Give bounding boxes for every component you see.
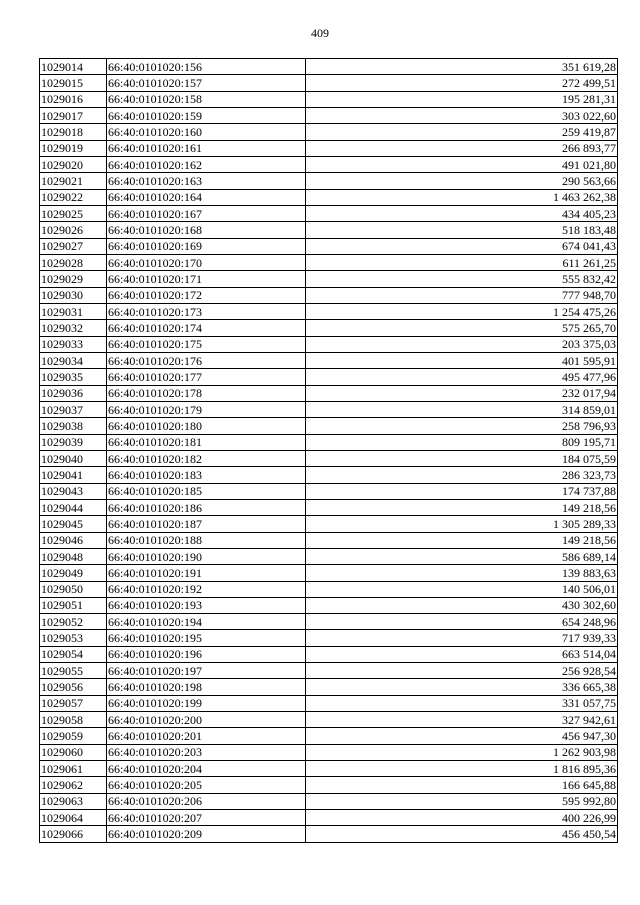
cadastral-number-cell: 66:40:0101020:203	[107, 744, 306, 760]
row-id-cell: 1029019	[40, 140, 107, 156]
cadastral-number-cell: 66:40:0101020:168	[107, 222, 306, 238]
row-id-cell: 1029025	[40, 205, 107, 221]
cadastral-number-cell: 66:40:0101020:193	[107, 597, 306, 613]
table-row	[40, 107, 618, 123]
table-row	[40, 597, 618, 613]
cadastral-value-cell: 518 183,48	[306, 222, 618, 238]
row-id-cell: 1029034	[40, 352, 107, 368]
table-row	[40, 287, 618, 303]
row-id-cell: 1029063	[40, 793, 107, 809]
row-id-cell: 1029026	[40, 222, 107, 238]
table-row	[40, 646, 618, 662]
row-id-cell: 1029021	[40, 173, 107, 189]
row-id-cell: 1029033	[40, 336, 107, 352]
cadastral-number-cell: 66:40:0101020:195	[107, 630, 306, 646]
row-id-cell: 1029032	[40, 320, 107, 336]
row-id-cell: 1029052	[40, 614, 107, 630]
table-row	[40, 91, 618, 107]
table-row	[40, 793, 618, 809]
table-row	[40, 695, 618, 711]
cadastral-number-cell: 66:40:0101020:186	[107, 499, 306, 515]
table-row	[40, 336, 618, 352]
cadastral-value-cell: 400 226,99	[306, 810, 618, 826]
cadastral-value-cell: 777 948,70	[306, 287, 618, 303]
cadastral-value-cell: 654 248,96	[306, 614, 618, 630]
row-id-cell: 1029056	[40, 679, 107, 695]
row-id-cell: 1029027	[40, 238, 107, 254]
cadastral-number-cell: 66:40:0101020:187	[107, 516, 306, 532]
row-id-cell: 1029059	[40, 728, 107, 744]
cadastral-value-cell: 717 939,33	[306, 630, 618, 646]
cadastral-value-cell: 174 737,88	[306, 483, 618, 499]
table-row	[40, 663, 618, 679]
cadastral-value-cell: 555 832,42	[306, 271, 618, 287]
table-row	[40, 450, 618, 466]
cadastral-value-cell: 140 506,01	[306, 581, 618, 597]
table-row	[40, 271, 618, 287]
cadastral-value-cell: 674 041,43	[306, 238, 618, 254]
cadastral-number-cell: 66:40:0101020:158	[107, 91, 306, 107]
row-id-cell: 1029064	[40, 810, 107, 826]
table-row	[40, 222, 618, 238]
table-row	[40, 565, 618, 581]
row-id-cell: 1029035	[40, 369, 107, 385]
row-id-cell: 1029039	[40, 434, 107, 450]
row-id-cell: 1029028	[40, 254, 107, 270]
row-id-cell: 1029061	[40, 761, 107, 777]
cadastral-number-cell: 66:40:0101020:172	[107, 287, 306, 303]
row-id-cell: 1029040	[40, 450, 107, 466]
cadastral-value-cell: 1 254 475,26	[306, 303, 618, 319]
cadastral-number-cell: 66:40:0101020:163	[107, 173, 306, 189]
cadastral-value-cell: 256 928,54	[306, 663, 618, 679]
row-id-cell: 1029038	[40, 418, 107, 434]
cadastral-number-cell: 66:40:0101020:178	[107, 385, 306, 401]
cadastral-number-cell: 66:40:0101020:200	[107, 712, 306, 728]
row-id-cell: 1029058	[40, 712, 107, 728]
cadastral-number-cell: 66:40:0101020:198	[107, 679, 306, 695]
cadastral-value-cell: 456 947,30	[306, 728, 618, 744]
row-id-cell: 1029057	[40, 695, 107, 711]
cadastral-value-cell: 456 450,54	[306, 826, 618, 842]
cadastral-value-cell: 575 265,70	[306, 320, 618, 336]
cadastral-value-cell: 434 405,23	[306, 205, 618, 221]
table-row	[40, 59, 618, 75]
table-row	[40, 352, 618, 368]
cadastral-value-cell: 166 645,88	[306, 777, 618, 793]
table-row	[40, 581, 618, 597]
cadastral-value-cell: 149 218,56	[306, 532, 618, 548]
cadastral-number-cell: 66:40:0101020:180	[107, 418, 306, 434]
cadastral-value-cell: 430 302,60	[306, 597, 618, 613]
cadastral-number-cell: 66:40:0101020:209	[107, 826, 306, 842]
cadastral-value-cell: 259 419,87	[306, 124, 618, 140]
cadastral-value-cell: 1 816 895,36	[306, 761, 618, 777]
cadastral-value-cell: 491 021,80	[306, 156, 618, 172]
cadastral-number-cell: 66:40:0101020:204	[107, 761, 306, 777]
table-row	[40, 75, 618, 91]
cadastral-number-cell: 66:40:0101020:192	[107, 581, 306, 597]
cadastral-value-cell: 232 017,94	[306, 385, 618, 401]
cadastral-value-cell: 327 942,61	[306, 712, 618, 728]
table-row	[40, 303, 618, 319]
row-id-cell: 1029017	[40, 107, 107, 123]
cadastral-value-cell: 195 281,31	[306, 91, 618, 107]
table-row	[40, 630, 618, 646]
cadastral-number-cell: 66:40:0101020:156	[107, 59, 306, 75]
cadastral-number-cell: 66:40:0101020:196	[107, 646, 306, 662]
cadastral-number-cell: 66:40:0101020:179	[107, 401, 306, 417]
cadastral-value-cell: 203 375,03	[306, 336, 618, 352]
cadastral-value-cell: 290 563,66	[306, 173, 618, 189]
cadastral-number-cell: 66:40:0101020:169	[107, 238, 306, 254]
row-id-cell: 1029030	[40, 287, 107, 303]
cadastral-number-cell: 66:40:0101020:177	[107, 369, 306, 385]
cadastral-value-cell: 286 323,73	[306, 467, 618, 483]
cadastral-number-cell: 66:40:0101020:191	[107, 565, 306, 581]
row-id-cell: 1029053	[40, 630, 107, 646]
row-id-cell: 1029049	[40, 565, 107, 581]
row-id-cell: 1029050	[40, 581, 107, 597]
row-id-cell: 1029066	[40, 826, 107, 842]
row-id-cell: 1029037	[40, 401, 107, 417]
row-id-cell: 1029043	[40, 483, 107, 499]
cadastral-number-cell: 66:40:0101020:188	[107, 532, 306, 548]
row-id-cell: 1029044	[40, 499, 107, 515]
cadastral-value-cell: 495 477,96	[306, 369, 618, 385]
table-row	[40, 744, 618, 760]
cadastral-value-cell: 586 689,14	[306, 548, 618, 564]
cadastral-value-cell: 149 218,56	[306, 499, 618, 515]
cadastral-number-cell: 66:40:0101020:194	[107, 614, 306, 630]
table-row	[40, 761, 618, 777]
row-id-cell: 1029036	[40, 385, 107, 401]
cadastral-value-cell: 663 514,04	[306, 646, 618, 662]
cadastral-number-cell: 66:40:0101020:185	[107, 483, 306, 499]
row-id-cell: 1029062	[40, 777, 107, 793]
row-id-cell: 1029060	[40, 744, 107, 760]
row-id-cell: 1029014	[40, 59, 107, 75]
table-row	[40, 777, 618, 793]
row-id-cell: 1029041	[40, 467, 107, 483]
cadastral-number-cell: 66:40:0101020:181	[107, 434, 306, 450]
cadastral-number-cell: 66:40:0101020:173	[107, 303, 306, 319]
cadastral-number-cell: 66:40:0101020:170	[107, 254, 306, 270]
table-row	[40, 483, 618, 499]
cadastral-number-cell: 66:40:0101020:160	[107, 124, 306, 140]
cadastral-number-cell: 66:40:0101020:197	[107, 663, 306, 679]
table-row	[40, 189, 618, 205]
row-id-cell: 1029055	[40, 663, 107, 679]
cadastral-number-cell: 66:40:0101020:171	[107, 271, 306, 287]
cadastral-value-cell: 139 883,63	[306, 565, 618, 581]
table-row	[40, 385, 618, 401]
cadastral-number-cell: 66:40:0101020:183	[107, 467, 306, 483]
cadastral-value-cell: 1 262 903,98	[306, 744, 618, 760]
table-row	[40, 320, 618, 336]
page-number: 409	[311, 26, 329, 40]
table-row	[40, 532, 618, 548]
cadastral-value-cell: 303 022,60	[306, 107, 618, 123]
row-id-cell: 1029016	[40, 91, 107, 107]
row-id-cell: 1029051	[40, 597, 107, 613]
row-id-cell: 1029031	[40, 303, 107, 319]
cadastral-value-cell: 272 499,51	[306, 75, 618, 91]
table-row	[40, 679, 618, 695]
table-row	[40, 728, 618, 744]
cadastral-number-cell: 66:40:0101020:199	[107, 695, 306, 711]
row-id-cell: 1029048	[40, 548, 107, 564]
cadastral-number-cell: 66:40:0101020:159	[107, 107, 306, 123]
table-row	[40, 499, 618, 515]
table-row	[40, 173, 618, 189]
cadastral-number-cell: 66:40:0101020:207	[107, 810, 306, 826]
table-row	[40, 205, 618, 221]
table-row	[40, 401, 618, 417]
cadastral-number-cell: 66:40:0101020:162	[107, 156, 306, 172]
cadastral-value-cell: 336 665,38	[306, 679, 618, 695]
row-id-cell: 1029020	[40, 156, 107, 172]
table-row	[40, 254, 618, 270]
cadastral-number-cell: 66:40:0101020:205	[107, 777, 306, 793]
cadastral-value-table	[39, 58, 618, 843]
cadastral-value-cell: 184 075,59	[306, 450, 618, 466]
cadastral-value-cell: 595 992,80	[306, 793, 618, 809]
table-row	[40, 826, 618, 842]
row-id-cell: 1029022	[40, 189, 107, 205]
cadastral-value-cell: 809 195,71	[306, 434, 618, 450]
cadastral-value-cell: 331 057,75	[306, 695, 618, 711]
table-row	[40, 369, 618, 385]
table-row	[40, 614, 618, 630]
cadastral-value-cell: 1 463 262,38	[306, 189, 618, 205]
row-id-cell: 1029015	[40, 75, 107, 91]
table-row	[40, 434, 618, 450]
cadastral-value-cell: 314 859,01	[306, 401, 618, 417]
table-row	[40, 418, 618, 434]
table-body	[40, 59, 618, 843]
cadastral-value-cell: 351 619,28	[306, 59, 618, 75]
row-id-cell: 1029046	[40, 532, 107, 548]
table-row	[40, 238, 618, 254]
cadastral-number-cell: 66:40:0101020:190	[107, 548, 306, 564]
cadastral-number-cell: 66:40:0101020:175	[107, 336, 306, 352]
table-row	[40, 467, 618, 483]
cadastral-value-cell: 401 595,91	[306, 352, 618, 368]
cadastral-value-cell: 611 261,25	[306, 254, 618, 270]
row-id-cell: 1029029	[40, 271, 107, 287]
cadastral-number-cell: 66:40:0101020:164	[107, 189, 306, 205]
cadastral-number-cell: 66:40:0101020:174	[107, 320, 306, 336]
cadastral-number-cell: 66:40:0101020:206	[107, 793, 306, 809]
cadastral-number-cell: 66:40:0101020:161	[107, 140, 306, 156]
cadastral-number-cell: 66:40:0101020:182	[107, 450, 306, 466]
table-row	[40, 810, 618, 826]
table-row	[40, 140, 618, 156]
cadastral-value-cell: 258 796,93	[306, 418, 618, 434]
row-id-cell: 1029018	[40, 124, 107, 140]
row-id-cell: 1029045	[40, 516, 107, 532]
table-row	[40, 548, 618, 564]
table-row	[40, 156, 618, 172]
cadastral-value-cell: 266 893,77	[306, 140, 618, 156]
row-id-cell: 1029054	[40, 646, 107, 662]
cadastral-value-cell: 1 305 289,33	[306, 516, 618, 532]
table-row	[40, 124, 618, 140]
table-row	[40, 516, 618, 532]
cadastral-number-cell: 66:40:0101020:201	[107, 728, 306, 744]
cadastral-number-cell: 66:40:0101020:167	[107, 205, 306, 221]
cadastral-number-cell: 66:40:0101020:176	[107, 352, 306, 368]
cadastral-number-cell: 66:40:0101020:157	[107, 75, 306, 91]
table-row	[40, 712, 618, 728]
